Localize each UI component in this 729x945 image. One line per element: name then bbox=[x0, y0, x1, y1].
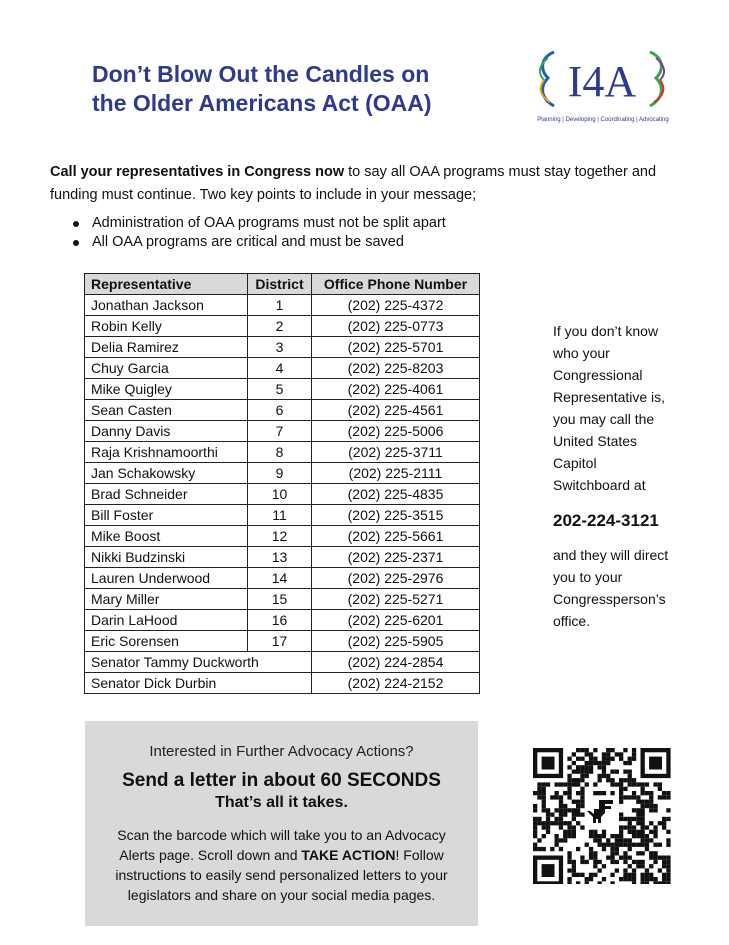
district-cell: 15 bbox=[248, 589, 312, 610]
phone-cell: (202) 225-4061 bbox=[312, 379, 480, 400]
district-cell: 11 bbox=[248, 505, 312, 526]
phone-cell: (202) 225-8203 bbox=[312, 358, 480, 379]
header-district: District bbox=[248, 274, 312, 295]
district-cell: 4 bbox=[248, 358, 312, 379]
phone-cell: (202) 225-4372 bbox=[312, 295, 480, 316]
promo-body-text: Scan the barcode which will take you to an Advocacy Alerts page. Scroll down and bbox=[117, 827, 446, 863]
advocacy-promo-box bbox=[85, 721, 478, 926]
rep-name-cell: Raja Krishnamoorthi bbox=[85, 442, 248, 463]
table-row bbox=[85, 505, 480, 526]
table-row-senator bbox=[85, 652, 480, 673]
district-cell: 13 bbox=[248, 547, 312, 568]
senator-name-cell: Senator Dick Durbin bbox=[85, 673, 312, 694]
logo-graphic bbox=[532, 44, 674, 118]
promo-headline: Send a letter in about 60 SECONDS bbox=[122, 770, 441, 791]
promo-body bbox=[99, 825, 464, 905]
senator-name-cell: Senator Tammy Duckworth bbox=[85, 652, 312, 673]
district-cell: 8 bbox=[248, 442, 312, 463]
switchboard-line: Switchboard at bbox=[553, 477, 646, 493]
title-line-2: the Older Americans Act (OAA) bbox=[92, 90, 432, 116]
intro-bold: Call your representatives in Congress now bbox=[50, 164, 345, 180]
district-cell: 12 bbox=[248, 526, 312, 547]
rep-name-cell: Delia Ramirez bbox=[85, 337, 248, 358]
district-cell: 17 bbox=[248, 631, 312, 652]
switchboard-line: If you don’t know bbox=[553, 323, 659, 339]
district-cell: 3 bbox=[248, 337, 312, 358]
switchboard-line: Representative is, bbox=[553, 389, 666, 405]
district-cell: 10 bbox=[248, 484, 312, 505]
table-row bbox=[85, 568, 480, 589]
table-row bbox=[85, 337, 480, 358]
phone-cell: (202) 225-2371 bbox=[312, 547, 480, 568]
phone-cell: (202) 225-5271 bbox=[312, 589, 480, 610]
switchboard-info bbox=[553, 320, 713, 632]
switchboard-line: Congressional bbox=[553, 367, 643, 383]
dinosaur-icon bbox=[587, 800, 613, 823]
phone-cell: (202) 224-2854 bbox=[312, 652, 480, 673]
table-row bbox=[85, 400, 480, 421]
switchboard-line: Capitol bbox=[553, 455, 597, 471]
rep-name-cell: Mike Boost bbox=[85, 526, 248, 547]
promo-question: Interested in Further Advocacy Actions? bbox=[149, 743, 414, 760]
take-action-text: TAKE ACTION bbox=[301, 847, 396, 863]
district-cell: 16 bbox=[248, 610, 312, 631]
table-row bbox=[85, 526, 480, 547]
table-row bbox=[85, 358, 480, 379]
table-body bbox=[85, 295, 480, 694]
rep-name-cell: Danny Davis bbox=[85, 421, 248, 442]
table-row bbox=[85, 610, 480, 631]
switchboard-line: you to your bbox=[553, 569, 623, 585]
logo-text: I4A bbox=[567, 57, 637, 106]
table-row bbox=[85, 547, 480, 568]
table-header-row bbox=[85, 274, 480, 295]
page-title bbox=[92, 60, 512, 118]
promo-body-text-end: ! Follow instructions to easily send personalized letters to your legislators and share on your social media pages. bbox=[115, 847, 448, 903]
switchboard-line: office. bbox=[553, 613, 591, 629]
phone-cell: (202) 225-5661 bbox=[312, 526, 480, 547]
qr-code-icon[interactable] bbox=[521, 748, 683, 884]
table-row bbox=[85, 421, 480, 442]
promo-subhead: That’s all it takes. bbox=[215, 794, 348, 811]
table-row bbox=[85, 442, 480, 463]
switchboard-line: who your bbox=[553, 345, 610, 361]
intro-paragraph bbox=[50, 161, 670, 207]
phone-cell: (202) 225-0773 bbox=[312, 316, 480, 337]
rep-name-cell: Eric Sorensen bbox=[85, 631, 248, 652]
rep-name-cell: Sean Casten bbox=[85, 400, 248, 421]
list-item: All OAA programs are critical and must be saved bbox=[70, 233, 446, 252]
phone-cell: (202) 225-5701 bbox=[312, 337, 480, 358]
logo-tagline: Planning | Developing | Coordinating | Advocating bbox=[537, 117, 669, 123]
phone-cell: (202) 225-4835 bbox=[312, 484, 480, 505]
phone-cell: (202) 225-5006 bbox=[312, 421, 480, 442]
phone-cell: (202) 225-2111 bbox=[312, 463, 480, 484]
rep-name-cell: Bill Foster bbox=[85, 505, 248, 526]
phone-cell: (202) 224-2152 bbox=[312, 673, 480, 694]
key-points-list bbox=[70, 214, 446, 252]
header-representative: Representative bbox=[85, 274, 248, 295]
table-row bbox=[85, 589, 480, 610]
list-item: Administration of OAA programs must not be split apart bbox=[70, 214, 446, 233]
phone-cell: (202) 225-5905 bbox=[312, 631, 480, 652]
rep-name-cell: Lauren Underwood bbox=[85, 568, 248, 589]
phone-cell: (202) 225-2976 bbox=[312, 568, 480, 589]
district-cell: 5 bbox=[248, 379, 312, 400]
title-line-1: Don’t Blow Out the Candles on bbox=[92, 61, 430, 87]
table-row bbox=[85, 631, 480, 652]
qr-code-graphic bbox=[521, 748, 683, 884]
rep-name-cell: Robin Kelly bbox=[85, 316, 248, 337]
switchboard-text-bottom bbox=[553, 544, 713, 632]
switchboard-text-top bbox=[553, 320, 713, 496]
rep-name-cell: Mary Miller bbox=[85, 589, 248, 610]
phone-cell: (202) 225-6201 bbox=[312, 610, 480, 631]
district-cell: 1 bbox=[248, 295, 312, 316]
district-cell: 6 bbox=[248, 400, 312, 421]
switchboard-line: United States bbox=[553, 433, 638, 449]
rep-name-cell: Chuy Garcia bbox=[85, 358, 248, 379]
district-cell: 9 bbox=[248, 463, 312, 484]
table-row bbox=[85, 463, 480, 484]
header-phone: Office Phone Number bbox=[312, 274, 480, 295]
switchboard-line: you may call the bbox=[553, 411, 655, 427]
rep-name-cell: Brad Schneider bbox=[85, 484, 248, 505]
switchboard-line: Congressperson’s bbox=[553, 591, 666, 607]
table-row bbox=[85, 379, 480, 400]
intro-rest: to say all OAA programs must stay together and funding must continue. Two key points to include in your message; bbox=[50, 164, 657, 203]
table-row bbox=[85, 316, 480, 337]
table-row bbox=[85, 295, 480, 316]
switchboard-line: and they will direct bbox=[553, 547, 669, 563]
district-cell: 2 bbox=[248, 316, 312, 337]
representatives-table bbox=[84, 273, 480, 694]
rep-name-cell: Jonathan Jackson bbox=[85, 295, 248, 316]
switchboard-phone: 202-224-3121 bbox=[553, 511, 659, 530]
rep-name-cell: Jan Schakowsky bbox=[85, 463, 248, 484]
rep-name-cell: Nikki Budzinski bbox=[85, 547, 248, 568]
district-cell: 7 bbox=[248, 421, 312, 442]
phone-cell: (202) 225-3711 bbox=[312, 442, 480, 463]
rep-name-cell: Mike Quigley bbox=[85, 379, 248, 400]
district-cell: 14 bbox=[248, 568, 312, 589]
table-row-senator bbox=[85, 673, 480, 694]
table-row bbox=[85, 484, 480, 505]
phone-cell: (202) 225-4561 bbox=[312, 400, 480, 421]
rep-name-cell: Darin LaHood bbox=[85, 610, 248, 631]
i4a-logo bbox=[532, 44, 674, 130]
phone-cell: (202) 225-3515 bbox=[312, 505, 480, 526]
